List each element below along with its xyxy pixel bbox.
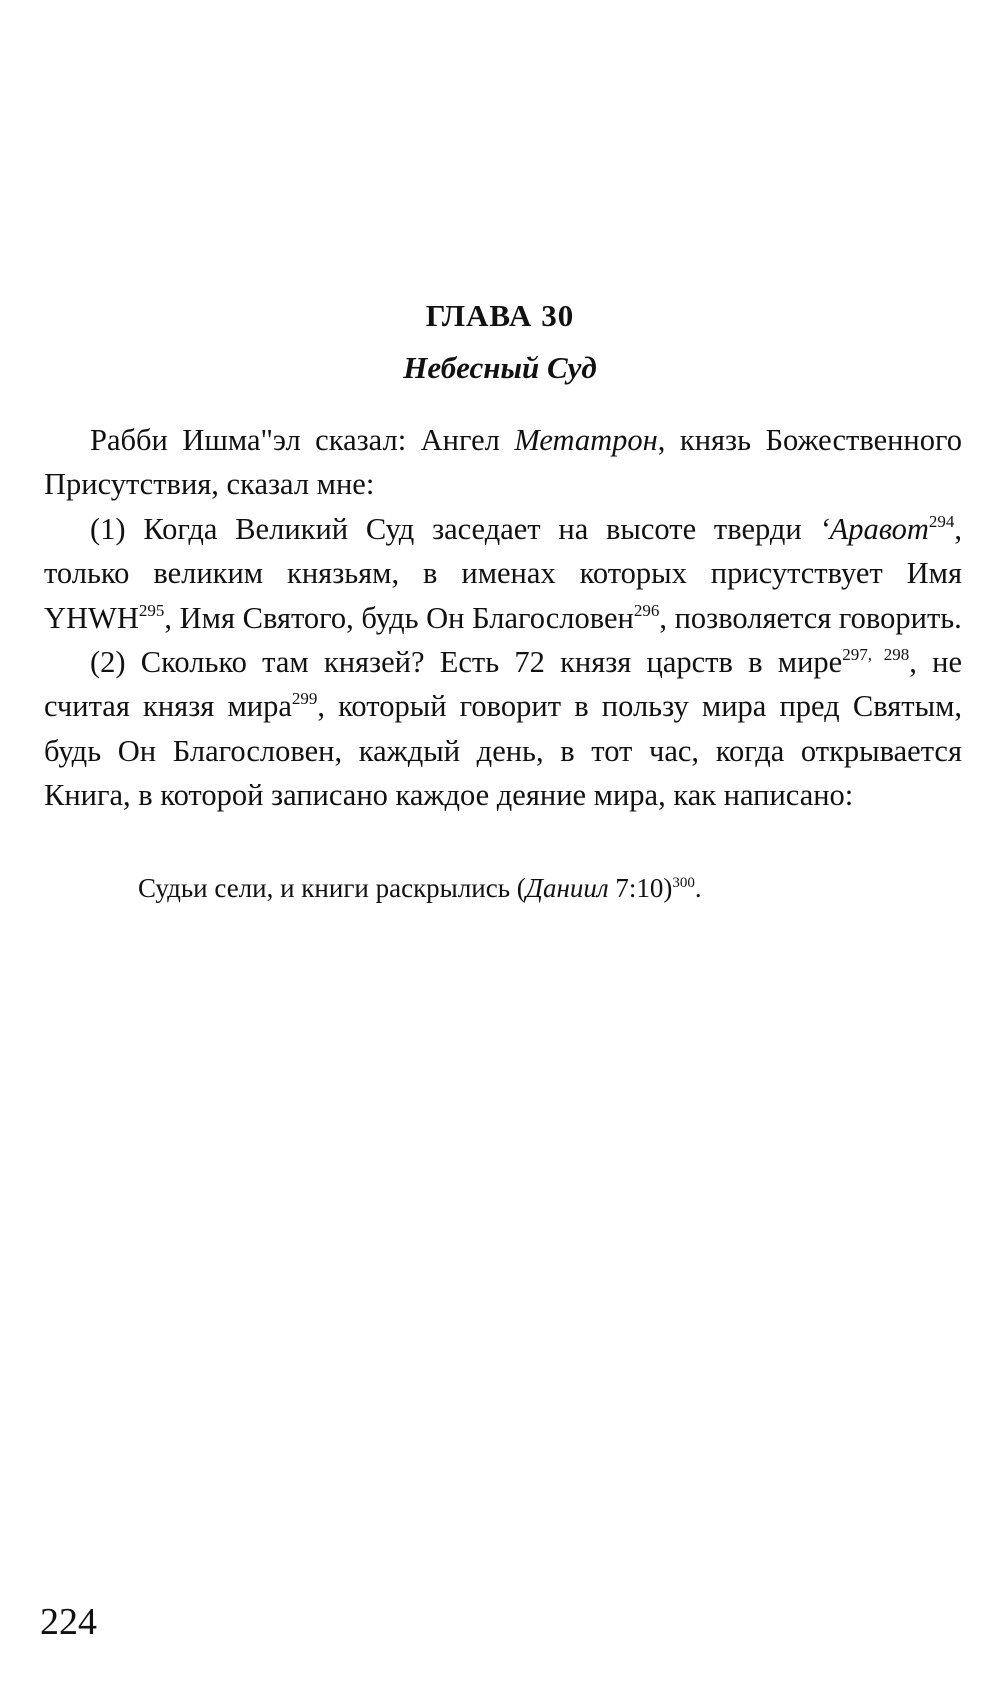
footnote-ref-295: 295	[138, 600, 165, 620]
quote-text: .	[694, 873, 702, 903]
chapter-body	[44, 418, 962, 818]
section-1-paragraph	[44, 507, 962, 640]
footnote-ref-299: 299	[291, 689, 318, 709]
footnote-ref-296: 296	[633, 600, 660, 620]
page-number: 224	[40, 1601, 97, 1643]
footnote-ref-297-298: 297, 298	[842, 645, 910, 665]
footnote-ref-300: 300	[672, 875, 695, 891]
section-2-text: (2) Сколько там князей? Есть 72 князя царств в мире	[90, 645, 843, 680]
section-2-text: , который говорит в пользу мира пред Святым, будь Он Благословен, каждый день, в тот час, когда открывается Книга, в которой записано каждое деяние мира, как написано:	[44, 689, 962, 813]
chapter-title: ГЛАВА 30	[425, 298, 575, 333]
scripture-quote	[138, 868, 938, 908]
section-1-text: , Имя Святого, будь Он Благословен	[164, 600, 634, 635]
section-2-text: , не считая князя мира	[44, 645, 963, 724]
quote-text: Судьи сели, и книги раскрылись (	[138, 873, 526, 903]
place-name: ‘Аравот	[819, 511, 929, 546]
quote-text: 7:10)	[608, 873, 673, 903]
intro-paragraph	[44, 418, 962, 507]
intro-text: , князь Божественного Присутствия, сказал мне:	[44, 423, 962, 502]
section-2-paragraph	[44, 640, 962, 818]
quote-source: Даниил	[525, 873, 609, 903]
intro-text: Рабби Ишма"эл сказал: Ангел	[90, 423, 515, 457]
footnote-ref-294: 294	[928, 511, 955, 531]
chapter-subtitle: Небесный Суд	[403, 350, 597, 385]
section-1-text: , только великим князьям, в именах которых присутствует Имя YHWH	[44, 511, 962, 635]
section-1-text: (1) Когда Великий Суд заседает на высоте тверди	[90, 511, 820, 546]
angel-name: Метатрон	[514, 423, 658, 457]
section-1-text: , позволяется говорить.	[659, 600, 962, 635]
